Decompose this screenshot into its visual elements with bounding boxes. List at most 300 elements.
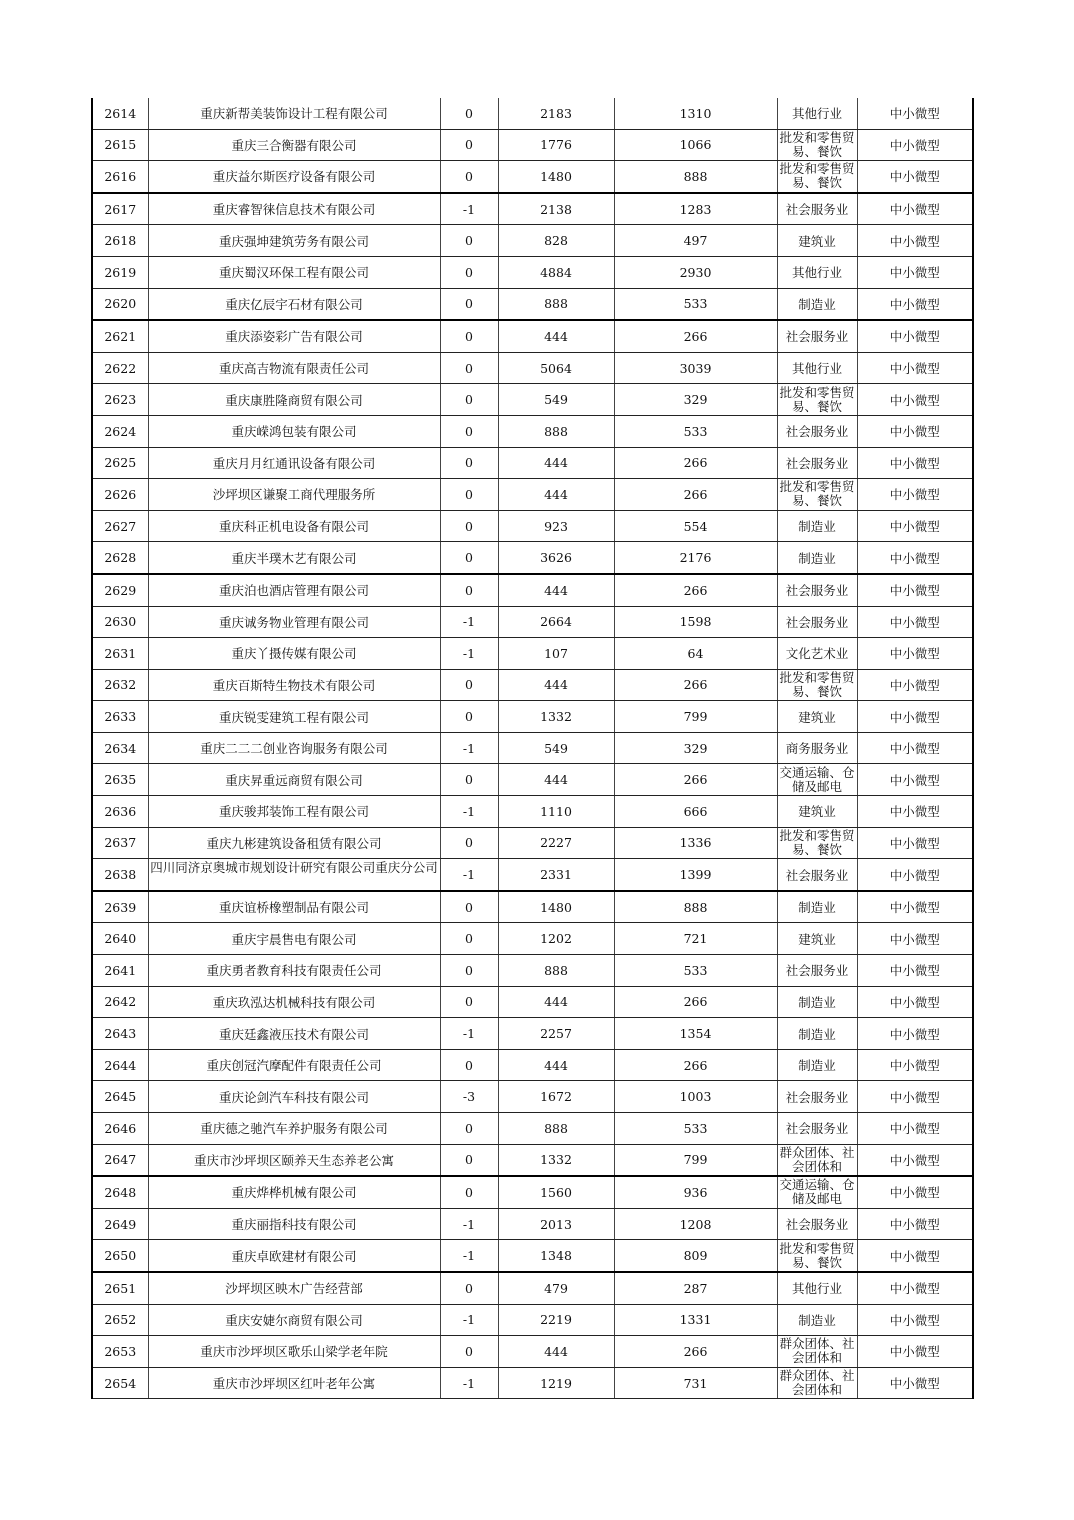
- table-row: [92, 732, 973, 764]
- row-number-text: 2618: [104, 233, 137, 249]
- cell-row-number: [92, 796, 148, 828]
- cell-row-number: [92, 1113, 148, 1145]
- amount-b-text: 266: [683, 772, 708, 788]
- cell-company-name: [148, 701, 440, 733]
- cell-amount-a: [498, 384, 614, 416]
- cell-amount-a: [498, 796, 614, 828]
- industry-text: 制造业: [798, 1058, 836, 1074]
- cell-industry: [777, 1049, 857, 1081]
- cell-amount-b: [614, 923, 777, 955]
- industry-text: 交通运输、仓储及邮电: [779, 1178, 855, 1207]
- company-name-text: 重庆添姿彩广告有限公司: [225, 329, 363, 345]
- cell-row-number: [92, 701, 148, 733]
- industry-text: 社会服务业: [785, 1217, 849, 1233]
- cell-change-value: [440, 510, 498, 542]
- industry-text: 群众团体、社会团体和: [779, 1369, 855, 1398]
- change-value-text: 0: [465, 962, 473, 978]
- cell-change-value: [440, 796, 498, 828]
- change-value-text: 0: [465, 582, 473, 598]
- cell-enterprise-size: [857, 732, 973, 764]
- cell-amount-b: [614, 1208, 777, 1240]
- change-value-text: 0: [465, 1184, 473, 1200]
- cell-change-value: [440, 701, 498, 733]
- enterprise-size-text: 中小微型: [889, 1281, 940, 1297]
- row-number-text: 2638: [104, 867, 137, 883]
- row-number-text: 2619: [104, 264, 137, 280]
- cell-company-name: [148, 574, 440, 606]
- enterprise-size-text: 中小微型: [889, 1026, 940, 1042]
- row-number-text: 2635: [104, 772, 137, 788]
- amount-a-text: 107: [544, 645, 568, 661]
- amount-b-text: 1331: [679, 1312, 712, 1328]
- amount-a-text: 4884: [540, 264, 572, 280]
- table-row: [92, 701, 973, 733]
- amount-b-text: 1283: [679, 201, 712, 217]
- cell-row-number: [92, 415, 148, 447]
- table-row: [92, 1018, 973, 1050]
- cell-amount-b: [614, 638, 777, 670]
- cell-amount-a: [498, 669, 614, 701]
- cell-amount-a: [498, 510, 614, 542]
- table-row: [92, 827, 973, 859]
- company-name-text: 四川同济京奥城市规划设计研究有限公司重庆分公司: [150, 860, 438, 875]
- industry-text: 社会服务业: [785, 614, 849, 630]
- row-number-text: 2630: [104, 614, 137, 630]
- row-number-text: 2623: [104, 392, 137, 408]
- table-body: [92, 98, 973, 1399]
- company-name-text: 重庆新帮美装饰设计工程有限公司: [200, 106, 388, 122]
- cell-change-value: [440, 1272, 498, 1304]
- enterprise-size-text: 中小微型: [889, 487, 940, 503]
- amount-a-text: 1560: [540, 1184, 572, 1200]
- cell-enterprise-size: [857, 1018, 973, 1050]
- company-name-text: 重庆烨桦机械有限公司: [231, 1185, 357, 1201]
- cell-amount-a: [498, 1336, 614, 1368]
- cell-industry: [777, 1367, 857, 1399]
- amount-b-text: 1003: [679, 1089, 712, 1105]
- change-value-text: 0: [465, 455, 473, 471]
- cell-row-number: [92, 1240, 148, 1272]
- cell-amount-b: [614, 288, 777, 320]
- change-value-text: 0: [465, 518, 473, 534]
- row-number-text: 2643: [104, 1026, 137, 1042]
- cell-change-value: [440, 1176, 498, 1208]
- amount-b-text: 1310: [679, 105, 712, 121]
- enterprise-size-text: 中小微型: [889, 392, 940, 408]
- change-value-text: -1: [462, 614, 476, 630]
- amount-a-text: 2013: [540, 1216, 572, 1232]
- table-row: [92, 796, 973, 828]
- cell-industry: [777, 859, 857, 891]
- cell-amount-b: [614, 225, 777, 257]
- industry-text: 批发和零售贸易、餐饮: [779, 385, 855, 414]
- change-value-text: -1: [462, 1216, 476, 1232]
- cell-industry: [777, 447, 857, 479]
- amount-a-text: 923: [544, 518, 568, 534]
- cell-change-value: [440, 384, 498, 416]
- cell-change-value: [440, 161, 498, 193]
- enterprise-size-text: 中小微型: [889, 550, 940, 566]
- industry-text: 建筑业: [798, 233, 836, 249]
- amount-b-text: 266: [683, 582, 708, 598]
- row-number-text: 2628: [104, 550, 137, 566]
- cell-enterprise-size: [857, 129, 973, 161]
- cell-amount-b: [614, 574, 777, 606]
- row-number-text: 2633: [104, 709, 137, 725]
- company-name-text: 重庆月月红通讯设备有限公司: [212, 455, 376, 471]
- cell-enterprise-size: [857, 1272, 973, 1304]
- cell-industry: [777, 638, 857, 670]
- company-name-text: 重庆益尔斯医疗设备有限公司: [212, 169, 376, 185]
- table-row: [92, 193, 973, 225]
- change-value-text: 0: [465, 328, 473, 344]
- cell-row-number: [92, 732, 148, 764]
- cell-company-name: [148, 669, 440, 701]
- amount-a-text: 2257: [540, 1026, 572, 1042]
- cell-industry: [777, 764, 857, 796]
- cell-amount-a: [498, 98, 614, 129]
- table-row: [92, 161, 973, 193]
- table-row: [92, 1081, 973, 1113]
- amount-b-text: 266: [683, 994, 708, 1010]
- cell-company-name: [148, 542, 440, 574]
- cell-enterprise-size: [857, 1176, 973, 1208]
- industry-text: 制造业: [798, 900, 836, 916]
- table-row: [92, 1208, 973, 1240]
- amount-b-text: 266: [683, 1057, 708, 1073]
- enterprise-size-text: 中小微型: [889, 709, 940, 725]
- cell-company-name: [148, 764, 440, 796]
- amount-b-text: 266: [683, 455, 708, 471]
- cell-industry: [777, 701, 857, 733]
- cell-change-value: [440, 1144, 498, 1176]
- company-name-text: 重庆三合衡器有限公司: [231, 137, 357, 153]
- cell-industry: [777, 98, 857, 129]
- cell-enterprise-size: [857, 415, 973, 447]
- enterprise-size-text: 中小微型: [889, 361, 940, 377]
- row-number-text: 2624: [104, 423, 137, 439]
- cell-company-name: [148, 891, 440, 923]
- enterprise-size-text: 中小微型: [889, 677, 940, 693]
- change-value-text: 0: [465, 677, 473, 693]
- cell-company-name: [148, 986, 440, 1018]
- enterprise-size-text: 中小微型: [889, 1089, 940, 1105]
- cell-enterprise-size: [857, 701, 973, 733]
- amount-b-text: 809: [683, 1248, 708, 1264]
- cell-enterprise-size: [857, 384, 973, 416]
- cell-amount-a: [498, 923, 614, 955]
- amount-b-text: 666: [683, 803, 708, 819]
- enterprise-size-text: 中小微型: [889, 455, 940, 471]
- cell-amount-b: [614, 606, 777, 638]
- enterprise-size-text: 中小微型: [889, 772, 940, 788]
- cell-enterprise-size: [857, 225, 973, 257]
- cell-enterprise-size: [857, 827, 973, 859]
- enterprise-size-text: 中小微型: [889, 1121, 940, 1137]
- company-name-text: 重庆蜀汉环保工程有限公司: [218, 265, 369, 281]
- cell-amount-b: [614, 193, 777, 225]
- amount-a-text: 1480: [540, 899, 572, 915]
- cell-industry: [777, 606, 857, 638]
- cell-change-value: [440, 256, 498, 288]
- cell-company-name: [148, 225, 440, 257]
- cell-amount-b: [614, 796, 777, 828]
- company-name-text: 重庆诚务物业管理有限公司: [218, 614, 369, 630]
- cell-enterprise-size: [857, 98, 973, 129]
- amount-a-text: 888: [544, 423, 568, 439]
- enterprise-size-text: 中小微型: [889, 296, 940, 312]
- cell-company-name: [148, 256, 440, 288]
- cell-industry: [777, 923, 857, 955]
- company-name-text: 沙坪坝区谦聚工商代理服务所: [212, 487, 376, 503]
- cell-industry: [777, 256, 857, 288]
- cell-amount-a: [498, 1144, 614, 1176]
- company-name-text: 重庆强坤建筑劳务有限公司: [218, 233, 369, 249]
- cell-company-name: [148, 827, 440, 859]
- cell-row-number: [92, 955, 148, 987]
- row-number-text: 2646: [104, 1120, 137, 1136]
- cell-amount-b: [614, 1367, 777, 1399]
- cell-industry: [777, 574, 857, 606]
- cell-change-value: [440, 415, 498, 447]
- cell-amount-b: [614, 352, 777, 384]
- cell-amount-b: [614, 1113, 777, 1145]
- cell-industry: [777, 161, 857, 193]
- cell-change-value: [440, 923, 498, 955]
- cell-enterprise-size: [857, 447, 973, 479]
- amount-a-text: 444: [544, 772, 568, 788]
- change-value-text: 0: [465, 392, 473, 408]
- cell-row-number: [92, 1208, 148, 1240]
- company-name-text: 重庆谊桥橡塑制品有限公司: [218, 900, 369, 916]
- cell-industry: [777, 352, 857, 384]
- amount-b-text: 2930: [679, 264, 712, 280]
- cell-row-number: [92, 827, 148, 859]
- company-name-text: 重庆泊也酒店管理有限公司: [218, 583, 369, 599]
- cell-industry: [777, 986, 857, 1018]
- cell-row-number: [92, 447, 148, 479]
- company-name-text: 重庆康胜隆商贸有限公司: [225, 392, 363, 408]
- enterprise-size-text: 中小微型: [889, 1248, 940, 1264]
- cell-amount-a: [498, 1081, 614, 1113]
- cell-row-number: [92, 1304, 148, 1336]
- change-value-text: -1: [462, 803, 476, 819]
- amount-b-text: 799: [683, 709, 708, 725]
- cell-change-value: [440, 129, 498, 161]
- amount-b-text: 721: [683, 931, 708, 947]
- cell-industry: [777, 796, 857, 828]
- cell-amount-b: [614, 447, 777, 479]
- cell-enterprise-size: [857, 1336, 973, 1368]
- cell-industry: [777, 225, 857, 257]
- cell-enterprise-size: [857, 638, 973, 670]
- cell-amount-a: [498, 1208, 614, 1240]
- amount-b-text: 1336: [679, 835, 712, 851]
- industry-text: 建筑业: [798, 709, 836, 725]
- amount-b-text: 329: [683, 392, 708, 408]
- table-row: [92, 1272, 973, 1304]
- cell-amount-b: [614, 669, 777, 701]
- change-value-text: 0: [465, 168, 473, 184]
- industry-text: 社会服务业: [785, 455, 849, 471]
- amount-a-text: 1776: [540, 137, 572, 153]
- cell-amount-a: [498, 161, 614, 193]
- industry-text: 制造业: [798, 1312, 836, 1328]
- industry-text: 交通运输、仓储及邮电: [779, 765, 855, 794]
- table-row: [92, 859, 973, 891]
- cell-change-value: [440, 352, 498, 384]
- company-name-text: 重庆嵘鸿包装有限公司: [231, 424, 357, 440]
- enterprise-size-text: 中小微型: [889, 169, 940, 185]
- change-value-text: -1: [462, 1375, 476, 1391]
- cell-amount-b: [614, 320, 777, 352]
- amount-a-text: 444: [544, 328, 568, 344]
- industry-text: 社会服务业: [785, 329, 849, 345]
- table-row: [92, 1176, 973, 1208]
- cell-amount-b: [614, 891, 777, 923]
- cell-company-name: [148, 923, 440, 955]
- row-number-text: 2614: [104, 105, 137, 121]
- amount-a-text: 444: [544, 994, 568, 1010]
- amount-a-text: 1348: [540, 1248, 572, 1264]
- cell-industry: [777, 1208, 857, 1240]
- enterprise-size-text: 中小微型: [889, 741, 940, 757]
- cell-amount-a: [498, 1018, 614, 1050]
- enterprise-size-text: 中小微型: [889, 1217, 940, 1233]
- company-name-text: 重庆市沙坪坝区红叶老年公寓: [212, 1376, 376, 1392]
- cell-amount-a: [498, 986, 614, 1018]
- cell-enterprise-size: [857, 1113, 973, 1145]
- enterprise-size-text: 中小微型: [889, 1058, 940, 1074]
- amount-b-text: 1354: [679, 1026, 712, 1042]
- cell-enterprise-size: [857, 1240, 973, 1272]
- cell-change-value: [440, 225, 498, 257]
- industry-text: 批发和零售贸易、餐饮: [779, 162, 855, 191]
- cell-enterprise-size: [857, 796, 973, 828]
- cell-row-number: [92, 1367, 148, 1399]
- cell-industry: [777, 542, 857, 574]
- cell-amount-b: [614, 415, 777, 447]
- enterprise-size-text: 中小微型: [889, 931, 940, 947]
- cell-change-value: [440, 320, 498, 352]
- amount-a-text: 444: [544, 677, 568, 693]
- change-value-text: 0: [465, 137, 473, 153]
- amount-b-text: 533: [683, 423, 708, 439]
- amount-a-text: 888: [544, 962, 568, 978]
- enterprise-size-text: 中小微型: [889, 646, 940, 662]
- cell-amount-a: [498, 574, 614, 606]
- amount-b-text: 888: [683, 899, 708, 915]
- change-value-text: -1: [462, 867, 476, 883]
- industry-text: 社会服务业: [785, 963, 849, 979]
- cell-amount-a: [498, 129, 614, 161]
- cell-amount-b: [614, 98, 777, 129]
- cell-industry: [777, 1081, 857, 1113]
- company-name-text: 重庆市沙坪坝区颐养天生态养老公寓: [193, 1152, 394, 1168]
- change-value-text: 0: [465, 899, 473, 915]
- enterprise-size-text: 中小微型: [889, 1376, 940, 1392]
- cell-enterprise-size: [857, 193, 973, 225]
- amount-a-text: 444: [544, 455, 568, 471]
- cell-enterprise-size: [857, 256, 973, 288]
- industry-text: 制造业: [798, 519, 836, 535]
- row-number-text: 2631: [104, 645, 137, 661]
- table-row: [92, 1049, 973, 1081]
- enterprise-size-text: 中小微型: [889, 233, 940, 249]
- cell-amount-a: [498, 256, 614, 288]
- table-row: [92, 669, 973, 701]
- cell-row-number: [92, 352, 148, 384]
- industry-text: 其他行业: [791, 361, 842, 377]
- amount-b-text: 554: [683, 518, 708, 534]
- industry-text: 批发和零售贸易、餐饮: [779, 1241, 855, 1270]
- change-value-text: 0: [465, 264, 473, 280]
- row-number-text: 2615: [104, 137, 137, 153]
- industry-text: 批发和零售贸易、餐饮: [779, 130, 855, 159]
- cell-row-number: [92, 161, 148, 193]
- enterprise-size-text: 中小微型: [889, 1185, 940, 1201]
- amount-a-text: 444: [544, 486, 568, 502]
- enterprise-size-text: 中小微型: [889, 519, 940, 535]
- cell-company-name: [148, 479, 440, 511]
- company-name-text: 重庆半璞木艺有限公司: [231, 550, 357, 566]
- cell-amount-b: [614, 1049, 777, 1081]
- cell-amount-b: [614, 1144, 777, 1176]
- company-name-text: 重庆昇重远商贸有限公司: [225, 772, 363, 788]
- cell-industry: [777, 1018, 857, 1050]
- table-row: [92, 574, 973, 606]
- cell-amount-a: [498, 542, 614, 574]
- industry-text: 群众团体、社会团体和: [779, 1145, 855, 1174]
- table-row: [92, 923, 973, 955]
- industry-text: 制造业: [798, 550, 836, 566]
- company-name-text: 重庆高吉物流有限责任公司: [218, 361, 369, 377]
- cell-amount-b: [614, 1240, 777, 1272]
- table-row: [92, 986, 973, 1018]
- cell-amount-a: [498, 320, 614, 352]
- cell-enterprise-size: [857, 352, 973, 384]
- cell-industry: [777, 891, 857, 923]
- cell-company-name: [148, 1113, 440, 1145]
- amount-b-text: 64: [687, 645, 704, 661]
- enterprise-table: [91, 98, 974, 1399]
- cell-enterprise-size: [857, 1081, 973, 1113]
- amount-b-text: 1066: [679, 137, 712, 153]
- cell-amount-a: [498, 1272, 614, 1304]
- industry-text: 批发和零售贸易、餐饮: [779, 480, 855, 509]
- change-value-text: 0: [465, 994, 473, 1010]
- cell-amount-b: [614, 986, 777, 1018]
- table-row: [92, 1113, 973, 1145]
- cell-enterprise-size: [857, 161, 973, 193]
- cell-enterprise-size: [857, 1208, 973, 1240]
- cell-row-number: [92, 923, 148, 955]
- row-number-text: 2636: [104, 803, 137, 819]
- spreadsheet-page: [91, 98, 972, 1399]
- amount-b-text: 533: [683, 1120, 708, 1136]
- cell-row-number: [92, 891, 148, 923]
- amount-a-text: 888: [544, 1120, 568, 1136]
- cell-change-value: [440, 891, 498, 923]
- amount-a-text: 444: [544, 1057, 568, 1073]
- cell-row-number: [92, 638, 148, 670]
- amount-b-text: 287: [683, 1280, 708, 1296]
- cell-row-number: [92, 479, 148, 511]
- industry-text: 批发和零售贸易、餐饮: [779, 670, 855, 699]
- cell-row-number: [92, 1272, 148, 1304]
- cell-industry: [777, 1113, 857, 1145]
- row-number-text: 2648: [104, 1184, 137, 1200]
